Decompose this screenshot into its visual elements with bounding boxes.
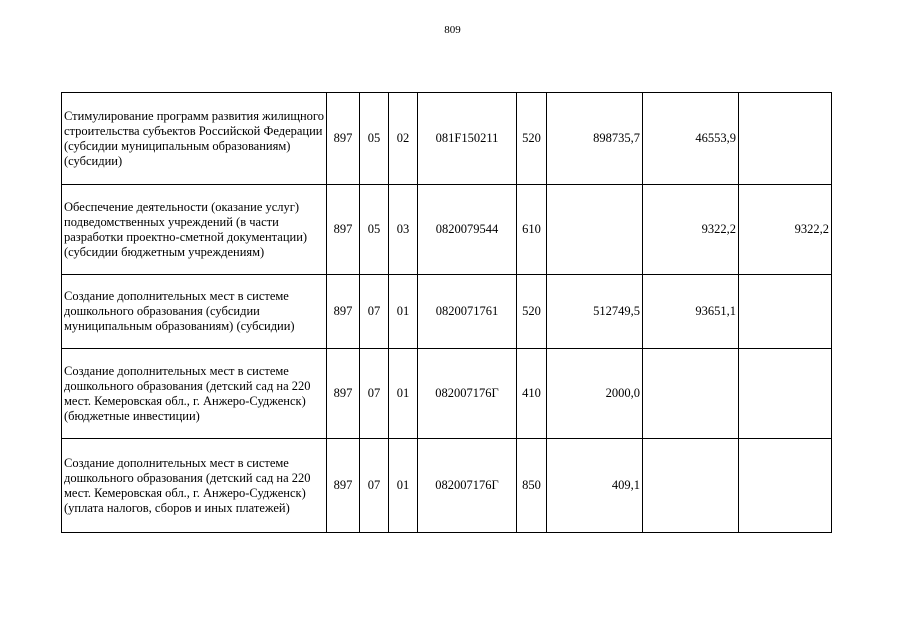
cell-target-article: 081F150211 bbox=[418, 93, 517, 185]
cell-expense-type: 520 bbox=[517, 93, 547, 185]
cell-expense-type: 410 bbox=[517, 349, 547, 439]
cell-amount-3 bbox=[739, 439, 832, 533]
cell-amount-2: 46553,9 bbox=[643, 93, 739, 185]
cell-subsection: 01 bbox=[389, 439, 418, 533]
cell-expense-type: 610 bbox=[517, 185, 547, 275]
cell-target-article: 082007176Г bbox=[418, 439, 517, 533]
cell-amount-2: 93651,1 bbox=[643, 275, 739, 349]
cell-name: Создание дополнительных мест в системе дошкольного образования (детский сад на 220 мест. Кемеровская обл., г. Анжеро-Судженск) (уплата налогов, сборов и иных платежей) bbox=[62, 439, 327, 533]
cell-section: 05 bbox=[360, 185, 389, 275]
cell-name: Стимулирование программ развития жилищного строительства субъектов Российской Федерации (субсидии муниципальным образованиям) (субсидии) bbox=[62, 93, 327, 185]
table-row bbox=[62, 93, 832, 185]
cell-ministry: 897 bbox=[327, 275, 360, 349]
page-number: 809 bbox=[444, 24, 461, 36]
cell-ministry: 897 bbox=[327, 93, 360, 185]
cell-subsection: 01 bbox=[389, 275, 418, 349]
table-row bbox=[62, 185, 832, 275]
cell-amount-2: 9322,2 bbox=[643, 185, 739, 275]
table-row bbox=[62, 439, 832, 533]
cell-target-article: 0820071761 bbox=[418, 275, 517, 349]
cell-section: 07 bbox=[360, 349, 389, 439]
cell-section: 07 bbox=[360, 275, 389, 349]
cell-amount-2 bbox=[643, 349, 739, 439]
cell-amount-1: 2000,0 bbox=[547, 349, 643, 439]
cell-ministry: 897 bbox=[327, 349, 360, 439]
cell-amount-3 bbox=[739, 349, 832, 439]
cell-name: Обеспечение деятельности (оказание услуг) подведомственных учреждений (в части разработки проектно-сметной документации) (субсидии бюджетным учреждениям) bbox=[62, 185, 327, 275]
cell-name: Создание дополнительных мест в системе дошкольного образования (детский сад на 220 мест. Кемеровская обл., г. Анжеро-Судженск) (бюджетные инвестиции) bbox=[62, 349, 327, 439]
cell-amount-1: 512749,5 bbox=[547, 275, 643, 349]
table-row bbox=[62, 275, 832, 349]
cell-ministry: 897 bbox=[327, 185, 360, 275]
cell-target-article: 082007176Г bbox=[418, 349, 517, 439]
cell-subsection: 02 bbox=[389, 93, 418, 185]
cell-amount-1: 898735,7 bbox=[547, 93, 643, 185]
cell-amount-3: 9322,2 bbox=[739, 185, 832, 275]
cell-amount-1: 409,1 bbox=[547, 439, 643, 533]
cell-section: 05 bbox=[360, 93, 389, 185]
cell-amount-2 bbox=[643, 439, 739, 533]
cell-target-article: 0820079544 bbox=[418, 185, 517, 275]
cell-section: 07 bbox=[360, 439, 389, 533]
cell-amount-3 bbox=[739, 93, 832, 185]
cell-subsection: 03 bbox=[389, 185, 418, 275]
cell-expense-type: 850 bbox=[517, 439, 547, 533]
budget-table bbox=[61, 92, 832, 533]
cell-amount-1 bbox=[547, 185, 643, 275]
cell-ministry: 897 bbox=[327, 439, 360, 533]
cell-amount-3 bbox=[739, 275, 832, 349]
cell-name: Создание дополнительных мест в системе дошкольного образования (субсидии муниципальным образованиям) (субсидии) bbox=[62, 275, 327, 349]
cell-subsection: 01 bbox=[389, 349, 418, 439]
table-row bbox=[62, 349, 832, 439]
cell-expense-type: 520 bbox=[517, 275, 547, 349]
